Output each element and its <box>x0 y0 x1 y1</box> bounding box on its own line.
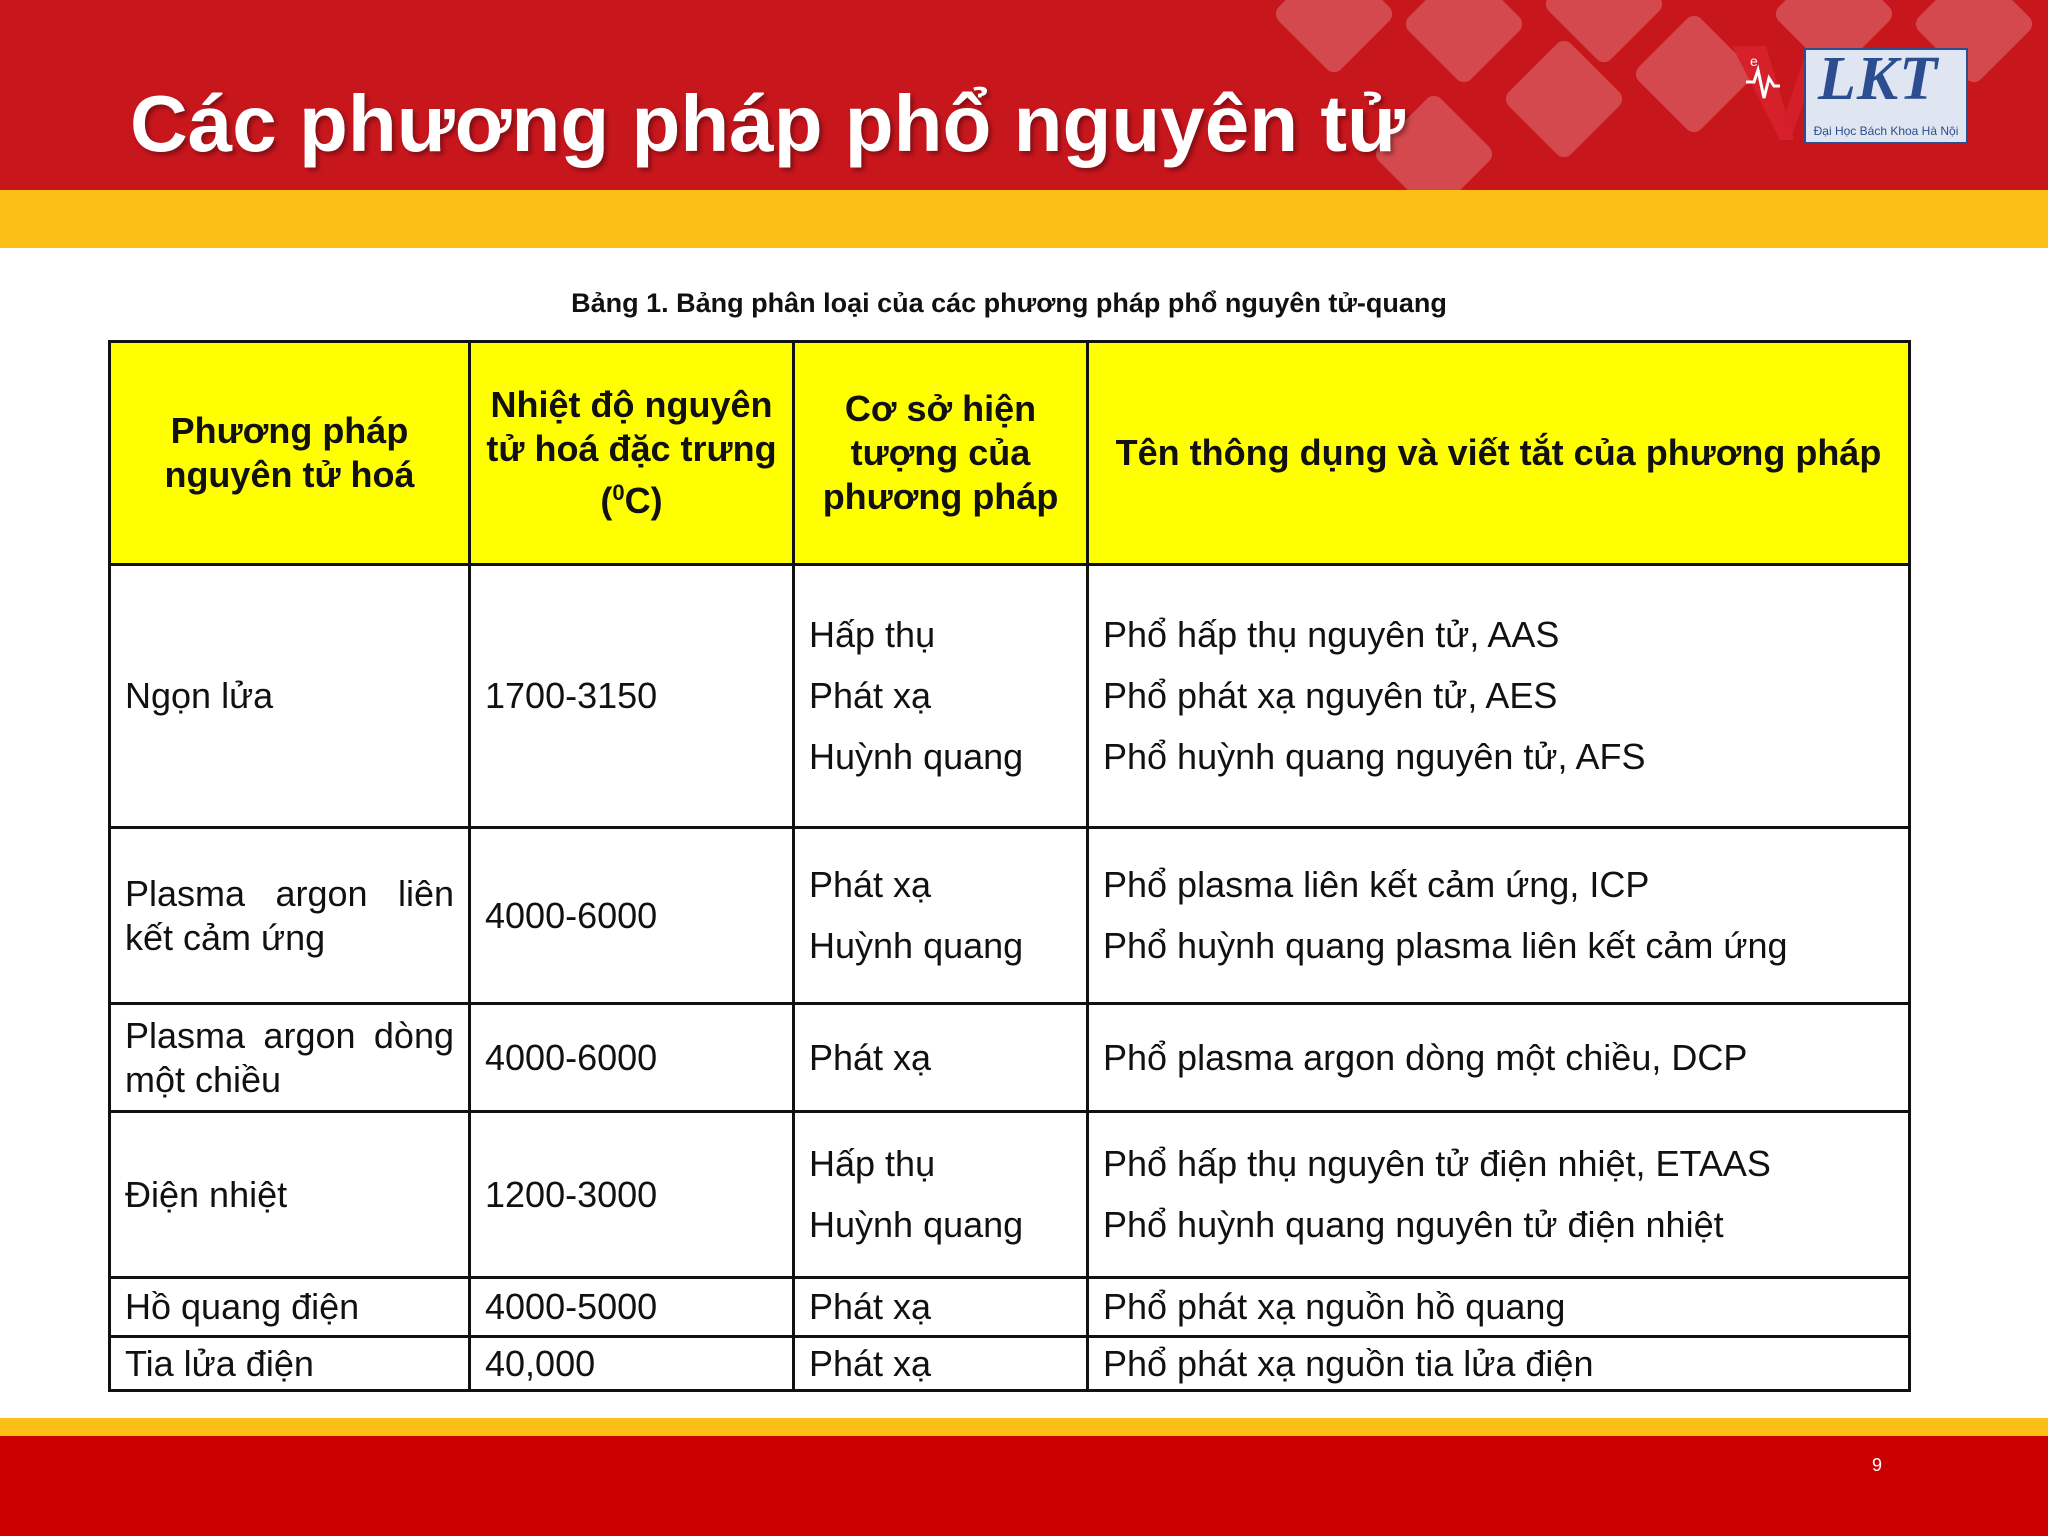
cell-method <box>110 1004 470 1112</box>
classification-table <box>108 340 1911 1392</box>
cell-method: Điện nhiệt <box>110 1112 470 1278</box>
table-row <box>110 1278 1910 1337</box>
name-item: Phổ huỳnh quang plasma liên kết cảm ứng <box>1103 925 1788 966</box>
method-line: Plasma argon dòng <box>125 1014 454 1056</box>
header-temperature-sup: 0 <box>612 480 625 505</box>
table-row <box>110 1112 1910 1278</box>
name-item: Phổ huỳnh quang nguyên tử, AFS <box>1103 736 1646 777</box>
basis-item: Phát xạ <box>809 864 932 905</box>
page-number: 9 <box>1872 1455 1883 1475</box>
cell-basis: Phát xạ <box>794 1278 1088 1337</box>
name-item: Phổ phát xạ nguyên tử, AES <box>1103 675 1558 716</box>
cell-names <box>1088 565 1910 828</box>
basis-item: Hấp thụ <box>809 614 936 655</box>
cell-names: Phổ plasma argon dòng một chiều, DCP <box>1088 1004 1910 1112</box>
header-basis: Cơ sở hiện tượng của phương pháp <box>794 342 1088 565</box>
basis-item: Hấp thụ <box>809 1143 936 1184</box>
cell-temperature: 40,000 <box>470 1337 794 1391</box>
basis-item: Huỳnh quang <box>809 736 1024 777</box>
cell-method: Ngọn lửa <box>110 565 470 828</box>
cell-basis <box>794 565 1088 828</box>
cell-temperature: 4000-5000 <box>470 1278 794 1337</box>
cell-temperature: 1700-3150 <box>470 565 794 828</box>
name-item: Phổ hấp thụ nguyên tử điện nhiệt, ETAAS <box>1103 1143 1771 1184</box>
basis-item: Huỳnh quang <box>809 1204 1024 1245</box>
method-line: Plasma argon liên <box>125 872 454 914</box>
table-header-row <box>110 342 1910 565</box>
method-line: kết cảm ứng <box>125 916 326 958</box>
name-item: Phổ huỳnh quang nguyên tử điện nhiệt <box>1103 1204 1724 1245</box>
table-caption: Bảng 1. Bảng phân loại của các phương pháp phổ nguyên tử-quang <box>571 288 1447 318</box>
header-temperature-unit: C) <box>624 480 663 521</box>
cell-basis <box>794 828 1088 1004</box>
table-row <box>110 565 1910 828</box>
method-line: một chiều <box>125 1058 282 1100</box>
cell-temperature: 4000-6000 <box>470 828 794 1004</box>
table-row <box>110 1337 1910 1391</box>
cell-names <box>1088 1112 1910 1278</box>
table-row <box>110 828 1910 1004</box>
cell-names: Phổ phát xạ nguồn tia lửa điện <box>1088 1337 1910 1391</box>
cell-method: Hồ quang điện <box>110 1278 470 1337</box>
cell-names <box>1088 828 1910 1004</box>
cell-names: Phổ phát xạ nguồn hồ quang <box>1088 1278 1910 1337</box>
cell-basis: Phát xạ <box>794 1337 1088 1391</box>
basis-item: Huỳnh quang <box>809 925 1024 966</box>
name-item: Phổ hấp thụ nguyên tử, AAS <box>1103 614 1560 655</box>
slide-footer <box>0 1436 2048 1536</box>
decor-diamond <box>1402 0 1526 86</box>
logo-text: LKT <box>1818 45 1939 113</box>
decor-diamond <box>1272 0 1396 76</box>
header-stripe <box>0 190 2048 248</box>
basis-item: Phát xạ <box>809 675 932 716</box>
cell-method <box>110 828 470 1004</box>
table-row <box>110 1004 1910 1112</box>
logo-subtitle: Đại Học Bách Khoa Hà Nội <box>1813 124 1959 138</box>
slide-title: Các phương pháp phổ nguyên tử <box>130 79 1405 168</box>
header-name: Tên thông dụng và viết tắt của phương pháp <box>1088 342 1910 565</box>
header-method: Phương pháp nguyên tử hoá <box>110 342 470 565</box>
name-item: Phổ plasma liên kết cảm ứng, ICP <box>1103 864 1650 905</box>
cell-temperature: 4000-6000 <box>470 1004 794 1112</box>
cell-basis <box>794 1112 1088 1278</box>
lkt-logo <box>1732 44 1972 144</box>
cell-method: Tia lửa điện <box>110 1337 470 1391</box>
footer-stripe <box>0 1418 2048 1436</box>
header-temperature-text: Nhiệt độ nguyên tử hoá đặc trưng ( <box>486 384 777 521</box>
header-temperature <box>470 342 794 565</box>
cell-basis: Phát xạ <box>794 1004 1088 1112</box>
cell-temperature: 1200-3000 <box>470 1112 794 1278</box>
svg-text:e: e <box>1750 53 1758 69</box>
